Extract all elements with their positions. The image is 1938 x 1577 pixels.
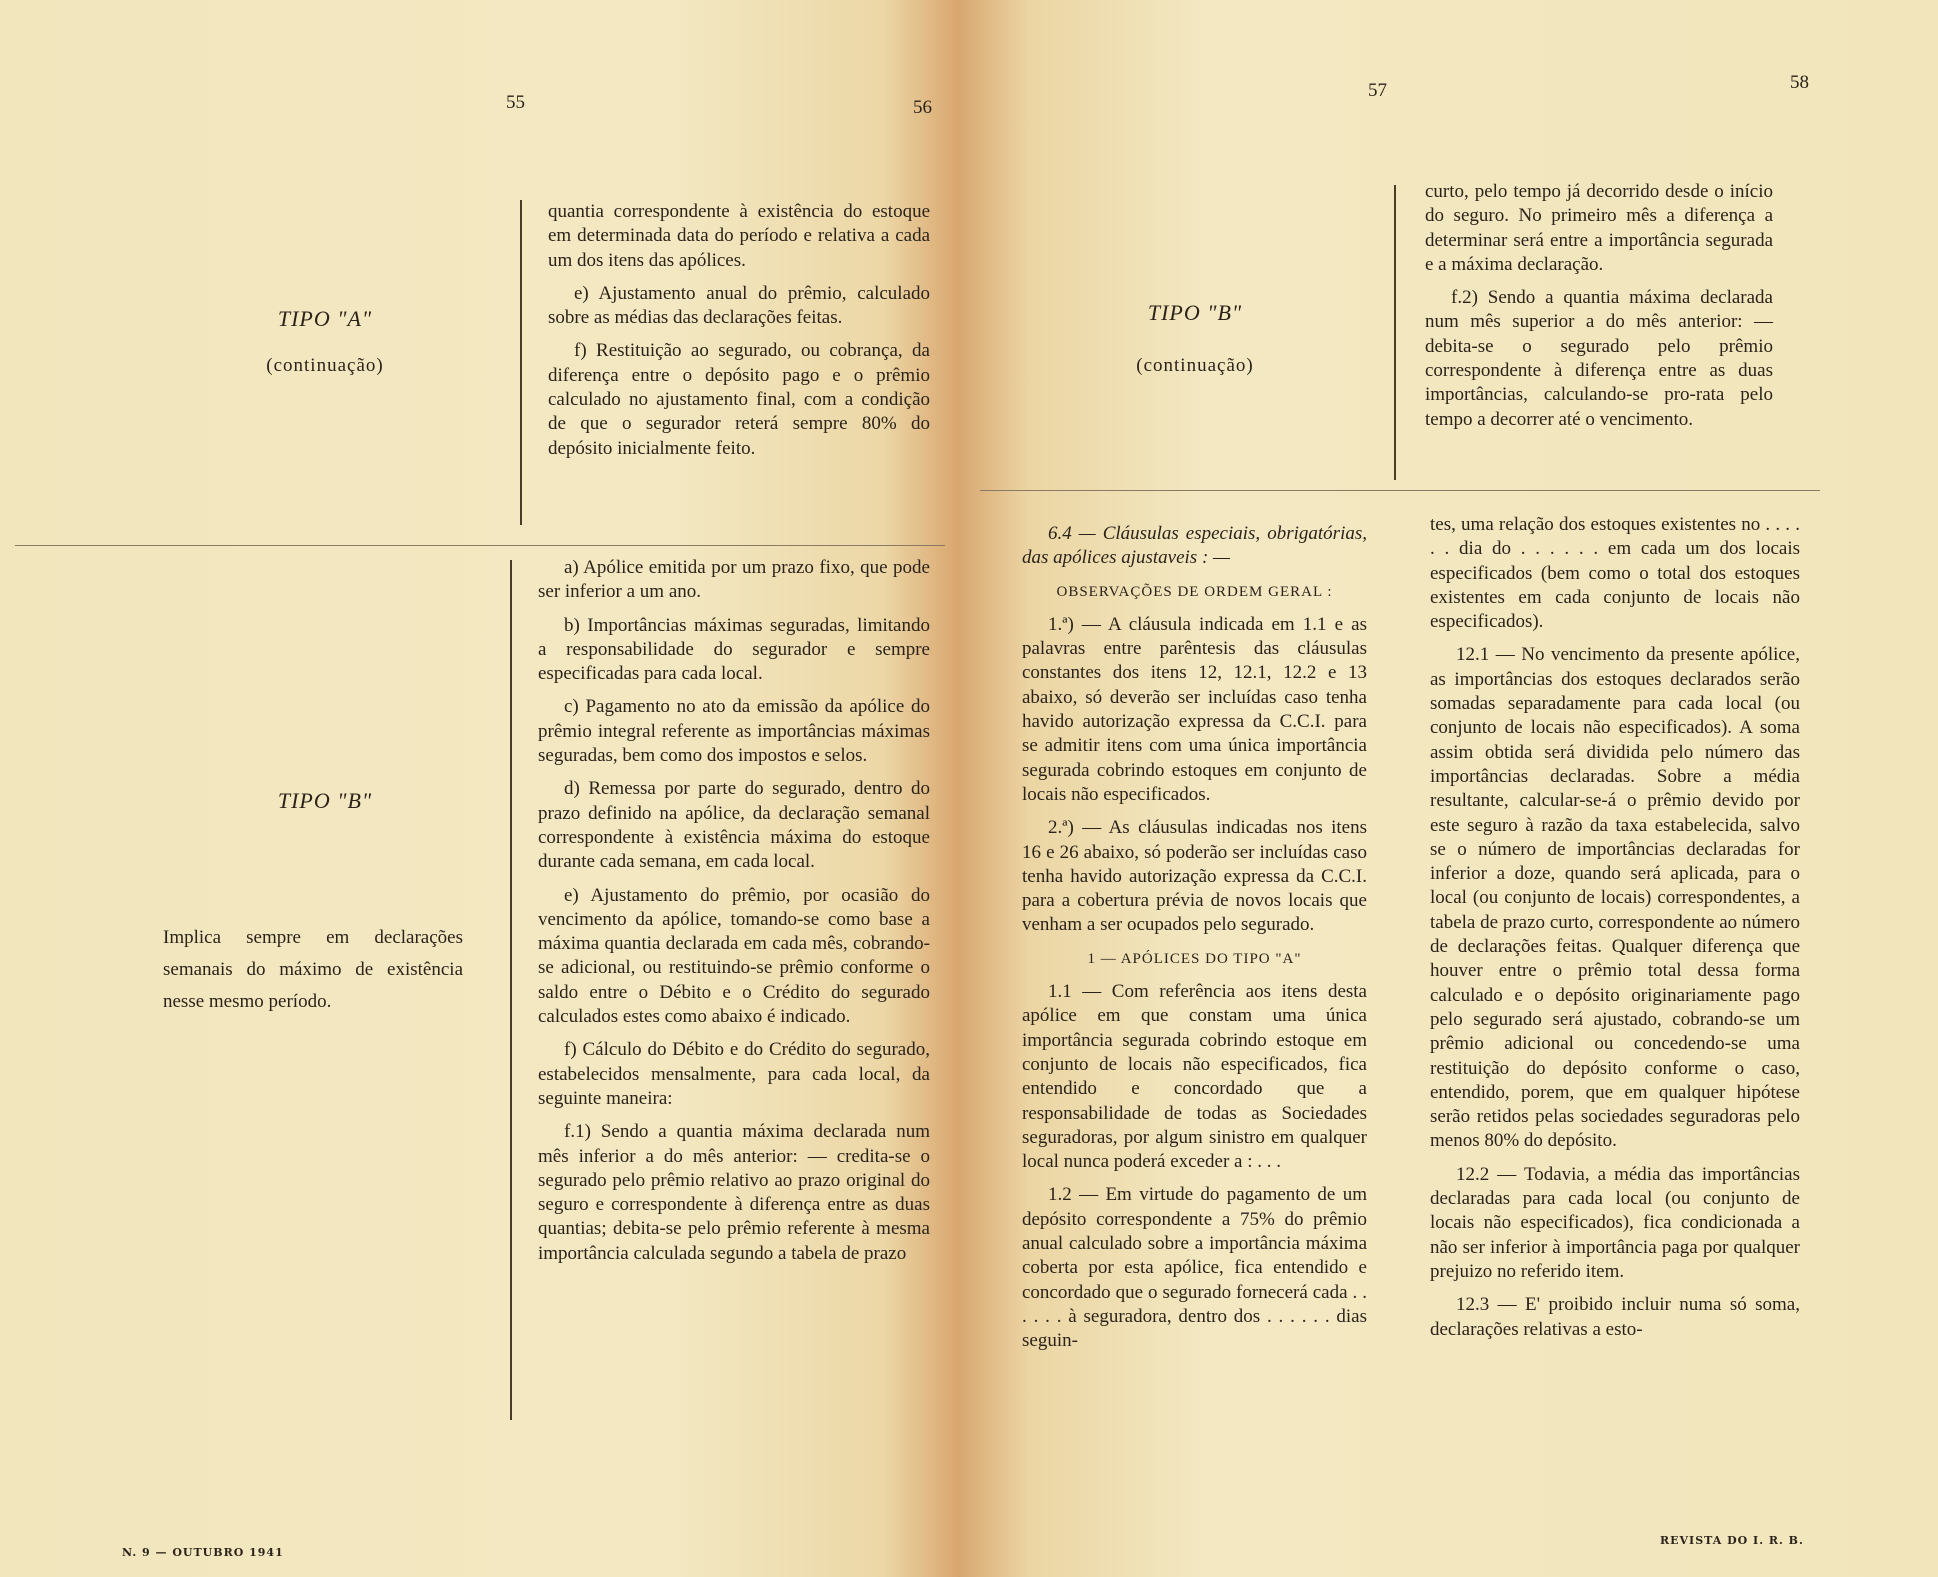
paragraph: 1.ª) — A cláusula indicada em 1.1 e as palavras entre parêntesis das cláusulas constantes dos itens 12, 12.1, 12.2 e 13 abaixo, só deverão ser incluídas caso tenha havido autorização expressa da C.C.I. para se admitir itens com uma única importância segurada cobrindo estoques em conjunto de locais não especificados. xyxy=(1022,613,1367,805)
page-number-57: 57 xyxy=(1368,80,1387,101)
paragraph: b) Importâncias máximas seguradas, limitando a responsabilidade do segurador e sempre especificadas para cada local. xyxy=(538,614,930,685)
left-upper-block xyxy=(548,200,930,470)
tipo-b-note: Implica sempre em declarações semanais do máximo de existência nesse mesmo período. xyxy=(163,927,463,1012)
bracket-upper xyxy=(520,200,522,525)
section-divider xyxy=(980,490,1820,491)
page-number-55: 55 xyxy=(506,92,525,113)
paragraph: 2.ª) — As cláusulas indicadas nos itens 16 e 26 abaixo, só poderão ser incluídas caso tenha havido autorização expressa da C.C.I. para a cobertura prévia de novos locais que venham a ser ocupados pelo segurado. xyxy=(1022,817,1367,936)
section-divider xyxy=(15,545,945,546)
right-page xyxy=(960,0,1938,1577)
left-page xyxy=(0,0,960,1577)
left-lower-block xyxy=(538,556,930,1275)
paragraph: quantia correspondente à existência do estoque em determinada data do período e relativa a cada um dos itens das apólices. xyxy=(548,201,930,271)
bracket-lower xyxy=(510,560,512,1420)
paragraph: e) Ajustamento do prêmio, por ocasião do vencimento da apólice, tomando-se como base a máxima quantia declarada em cada mês, cobrando-se adicional, ou restituindo-se prêmio conforme o saldo entre o Débito e o Crédito do segurado calculados estes como abaixo é indicado. xyxy=(538,884,930,1028)
paragraph: f.2) Sendo a quantia máxima declarada num mês superior a do mês anterior: — debita-se o segurado pelo prêmio correspondente à diferença entre as duas importâncias, calculando-se pro-rata pelo tempo a decorrer até o vencimento. xyxy=(1425,287,1773,430)
paragraph: f) Restituição ao segurado, ou cobrança, da diferença entre o depósito pago e o prêmio calculado no ajustamento final, com a condição de que o segurador reterá sempre 80% do depósito inicialmente feito. xyxy=(548,340,930,459)
paragraph: 1.1 — Com referência aos itens desta apólice em que constam uma única importância segurada cobrindo estoque em conjunto de locais não especificados, fica entendido e concordado que a responsabilidade de todas as Sociedades seguradoras, por algum sinistro em qualquer local nunca poderá exceder a : . . . xyxy=(1022,981,1367,1173)
paragraph: tes, uma relação dos estoques existentes no . . . . . . dia do . . . . . . em cada um dos locais especificados (bem como o total dos estoques existentes em cada conjunto de locais não especificados). xyxy=(1430,514,1800,633)
general-observations: OBSERVAÇÕES DE ORDEM GERAL : xyxy=(1056,583,1333,600)
bracket-upper xyxy=(1394,185,1396,480)
right-column-1 xyxy=(1022,522,1367,1363)
paragraph: e) Ajustamento anual do prêmio, calculado sobre as médias das declarações feitas. xyxy=(548,282,930,329)
paragraph: 12.1 — No vencimento da presente apólice, as importâncias dos estoques declarados serão somadas separadamente para cada local (ou conjunto de locais não especificados). A soma assim obtida será dividida pelo número das importâncias declaradas. Sobre a média resultante, calcular-se-á o prêmio devido por este seguro à razão da taxa estabelecida, salvo se o número de importâncias declaradas for inferior a doze, quando será aplicada, para o local (ou conjunto de locais) correspondentes, a tabela de prazo curto, correspondente ao número de declarações feitas. Qualquer diferença que houver entre o prêmio total dessa forma calculado e o depósito originariamente pago pelo segurado será ajustado, cobrando-se um prêmio adicional ou concedendo-se uma restituição do depósito conforme o caso, entendido, porem, que em qualquer hipótese serão retidos pelas sociedades seguradoras pelo menos 80% do depósito. xyxy=(1430,644,1800,1152)
tipo-a-label: TIPO "A" xyxy=(277,306,373,331)
tipo-b-continuation: (continuação) xyxy=(1136,355,1254,376)
paragraph: curto, pelo tempo já decorrido desde o início do seguro. No primeiro mês a diferença a determinar será entre a importância segurada e a máxima declaração. xyxy=(1425,181,1773,275)
paragraph: 1.2 — Em virtude do pagamento de um depósito correspondente a 75% do prêmio anual calculado sobre a importância máxima coberta por esta apólice, fica entendido e concordado que o segurado fornecerá cada . . . . . . à seguradora, dentro dos . . . . . . dias seguin- xyxy=(1022,1184,1367,1352)
section-title: 1 — APÓLICES DO TIPO "A" xyxy=(1087,950,1302,967)
right-column-2 xyxy=(1430,513,1800,1351)
paragraph: f.1) Sendo a quantia máxima declarada num mês inferior a do mês anterior: — credita-se o segurado pelo prêmio relativo ao prazo original do seguro e correspondente à diferença entre as duas quantias; debita-se pelo prêmio referente à mesma importância calculada segundo a tabela de prazo xyxy=(538,1121,930,1264)
tipo-a-continuation: (continuação) xyxy=(266,355,384,376)
right-upper-block xyxy=(1425,180,1773,441)
page-number-58: 58 xyxy=(1790,72,1809,93)
tipo-b-label: TIPO "B" xyxy=(1147,300,1243,325)
left-footer: N. 9 — OUTUBRO 1941 xyxy=(122,1546,284,1559)
paragraph: a) Apólice emitida por um prazo fixo, que pode ser inferior a um ano. xyxy=(538,557,930,603)
paragraph: d) Remessa por parte do segurado, dentro do prazo definido na apólice, da declaração semanal correspondente à existência máxima do estoque durante cada semana, em cada local. xyxy=(538,778,930,873)
page-number-56: 56 xyxy=(913,97,932,118)
paragraph: f) Cálculo do Débito e do Crédito do segurado, estabelecidos mensalmente, para cada local, da seguinte maneira: xyxy=(538,1039,930,1109)
clause-heading: 6.4 — Cláusulas especiais, obrigatórias, das apólices ajustaveis : — xyxy=(1022,523,1367,569)
tipo-b-label: TIPO "B" xyxy=(277,788,373,813)
paragraph: 12.2 — Todavia, a média das importâncias declaradas para cada local (ou conjunto de locais não especificados), fica condicionada a não ser inferior à importância paga por qualquer prejuizo no referido item. xyxy=(1430,1163,1800,1282)
paragraph: c) Pagamento no ato da emissão da apólice do prêmio integral referente as importâncias máximas seguradas, bem como dos impostos e selos. xyxy=(538,696,930,767)
right-footer: REVISTA DO I. R. B. xyxy=(1660,1534,1804,1547)
paragraph: 12.3 — E' proibido incluir numa só soma, declarações relativas a esto- xyxy=(1430,1294,1800,1340)
